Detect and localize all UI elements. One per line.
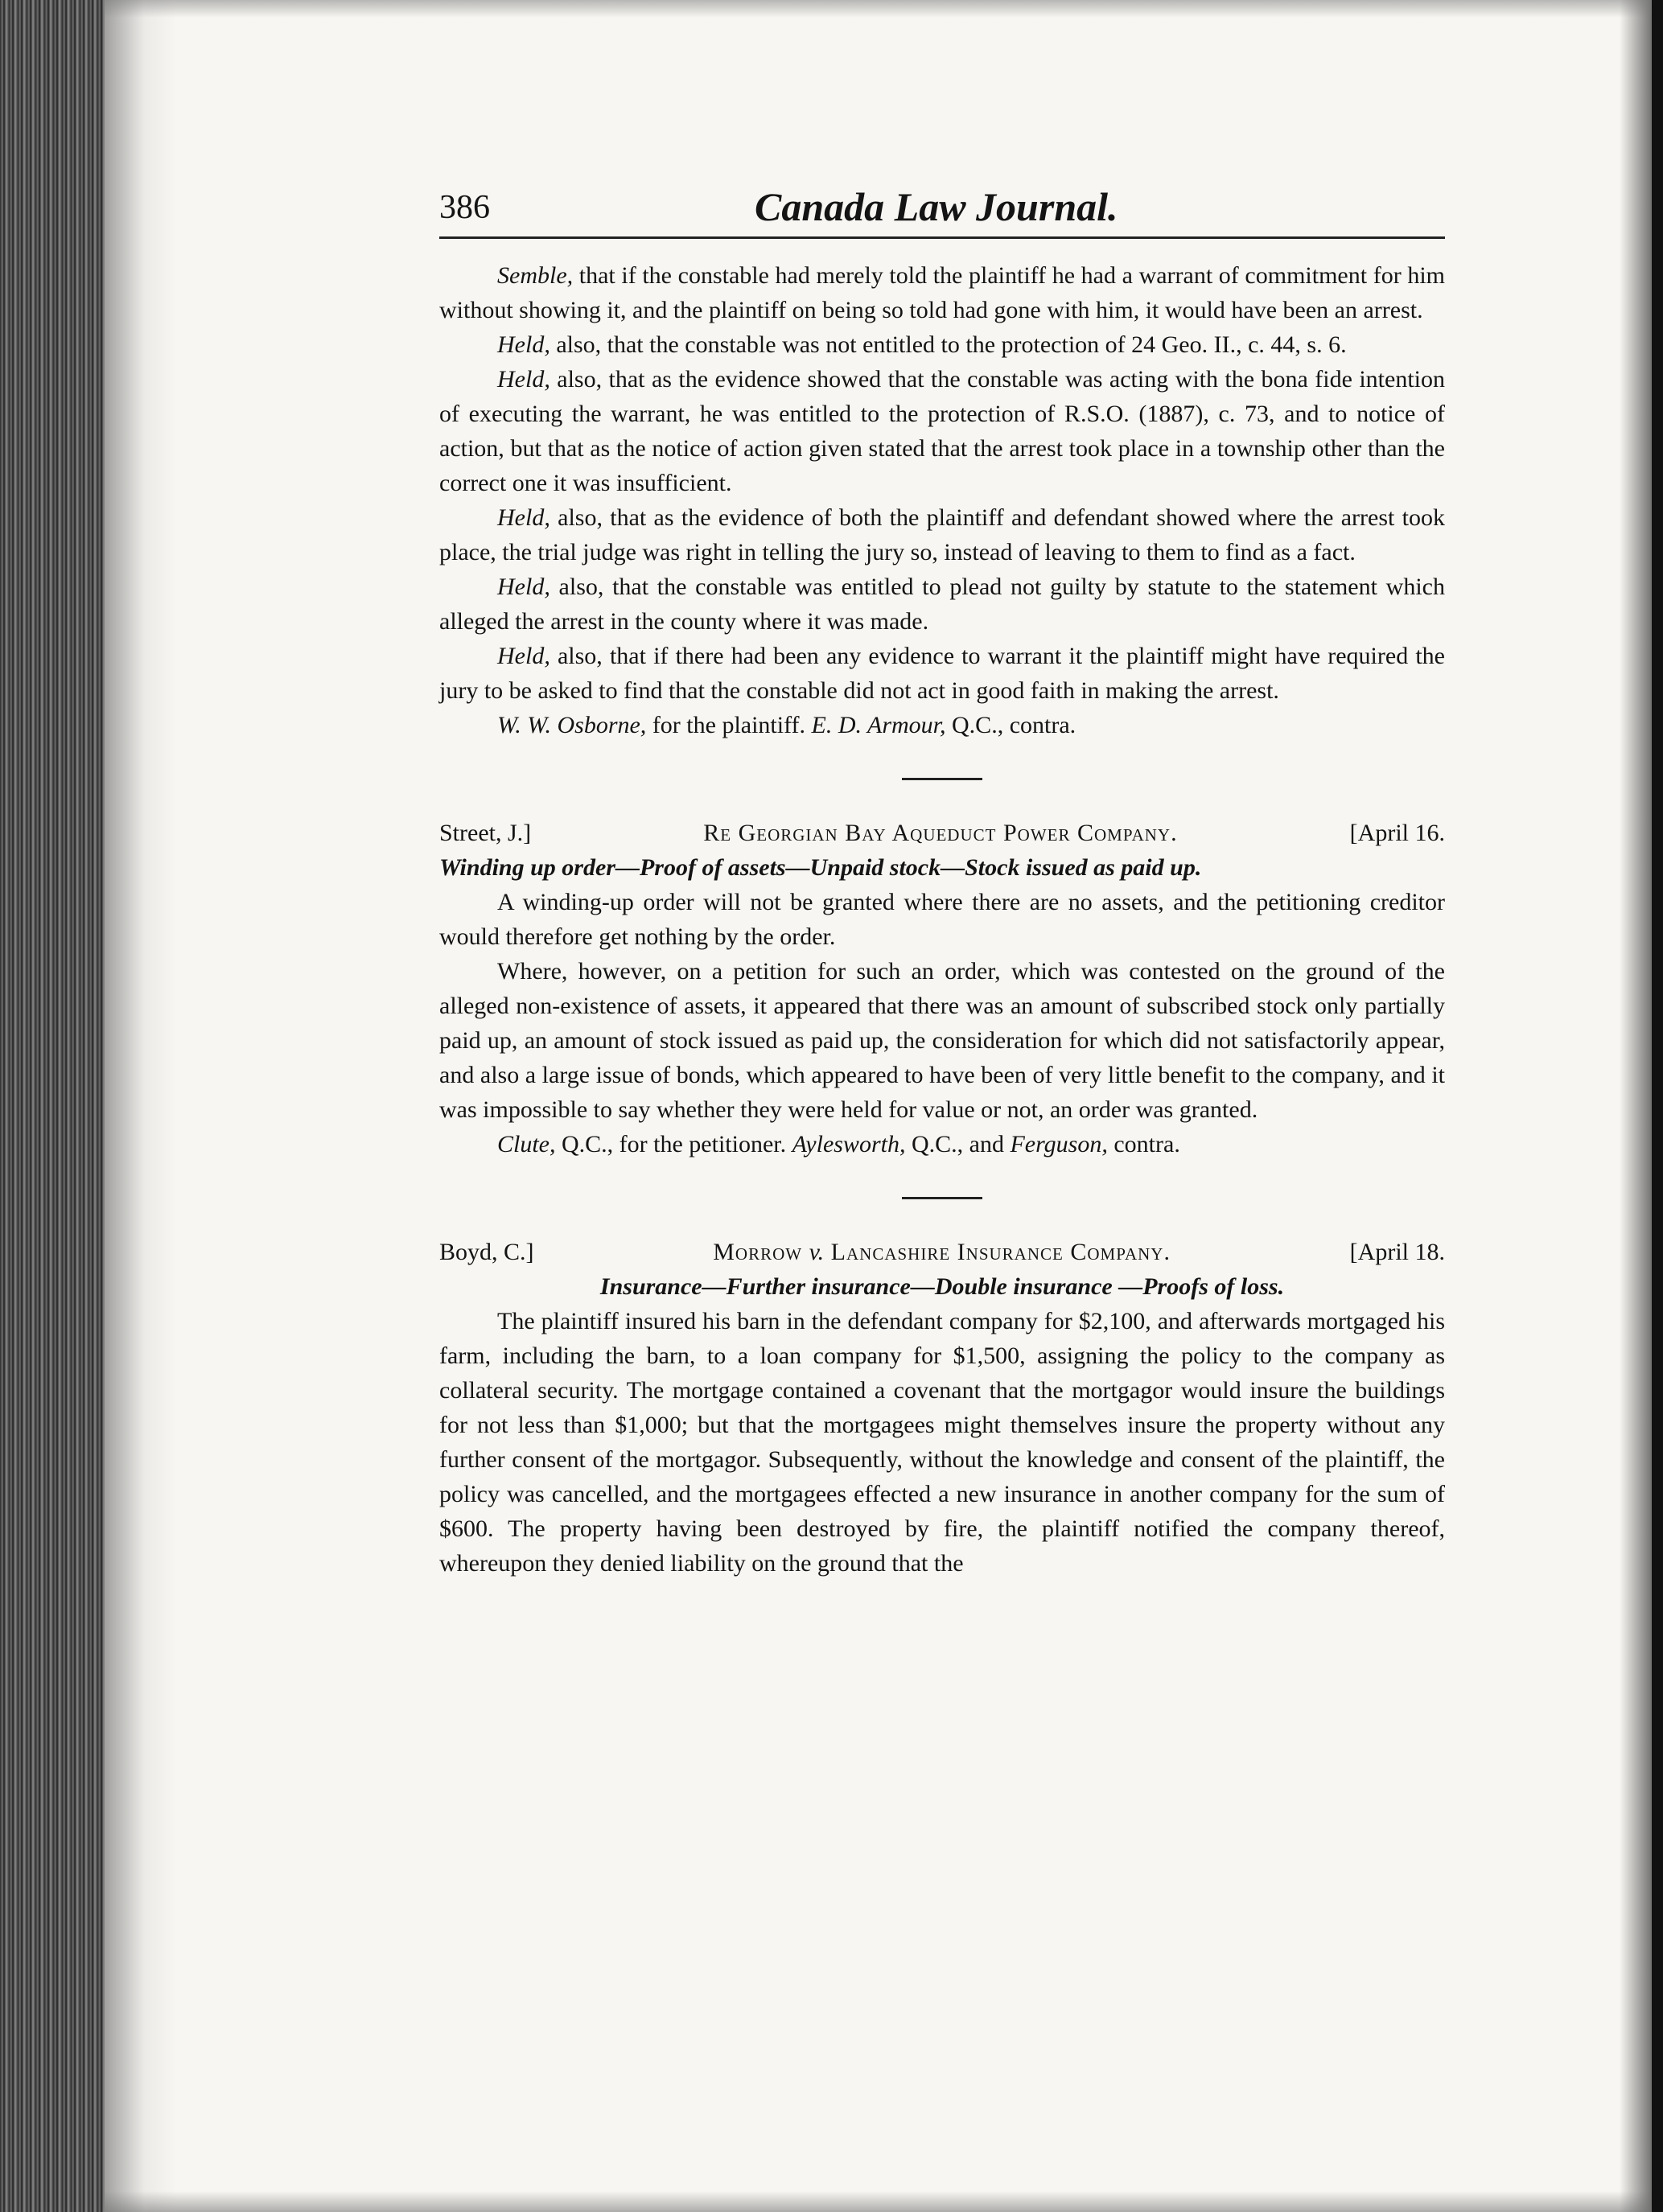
held-text: also, that if there had been any evidence to warrant it the plaintiff might have required the jury to be asked to find that the constable did not act in good faith in making the arrest. (439, 643, 1445, 704)
case-heading (439, 1235, 1445, 1269)
held-label: Held, (497, 504, 550, 531)
counsel-role: contra. (1107, 1131, 1180, 1157)
case-title-versus: v. (809, 1239, 825, 1265)
journal-title: Canada Law Journal. (755, 184, 1118, 229)
case-date: [April 18. (1349, 1239, 1445, 1265)
counsel-name: E. D. Armour, (811, 712, 946, 738)
case-title-part: Morrow (713, 1239, 809, 1265)
case-3 (439, 1235, 1445, 1581)
counsel-name: Aylesworth, (792, 1131, 906, 1157)
semble-paragraph (439, 258, 1445, 327)
scan-edge-top (105, 0, 1652, 18)
body-paragraph: A winding-up order will not be granted where there are no assets, and the petitioning creditor would therefore get nothing by the order. (439, 889, 1445, 950)
held-label: Held, (497, 643, 550, 669)
counsel-name: Clute, (497, 1131, 556, 1157)
held-label: Held, (497, 366, 550, 393)
counsel-name: W. W. Osborne, (497, 712, 647, 738)
held-paragraph-3 (439, 500, 1445, 569)
held-paragraph-5 (439, 639, 1445, 708)
counsel-role: Q.C., contra. (945, 712, 1076, 738)
case-title-part: Lancashire Insurance Company. (824, 1239, 1171, 1265)
scan-binding-fade (105, 0, 177, 2212)
judge-name: Boyd, C.] (439, 1239, 534, 1265)
held-label: Held, (497, 574, 550, 600)
case-subject: Insurance—Further insurance—Double insurance —Proofs of loss. (599, 1273, 1285, 1300)
counsel-role: for the plaintiff. (646, 712, 812, 738)
scan-edge-right-fade (1620, 0, 1652, 2212)
journal-page (439, 183, 1445, 1581)
held-paragraph-1 (439, 327, 1445, 362)
page-number: 386 (439, 189, 490, 226)
body-paragraph: Where, however, on a petition for such an order, which was contested on the ground of the alleged non-existence of assets, it appeared that there was an amount of subscribed stock only partially paid up, an amount of stock issued as paid up, the consideration for which did not satisfactorily appear, and also a large issue of bonds, which appeared to have been of very little benefit to the company, and it was impossible to say whether they were held for value or not, an order was granted. (439, 958, 1445, 1123)
case-heading (439, 816, 1445, 850)
held-text: also, that as the evidence showed that the constable was acting with the bona fide intention of executing the warrant, he was entitled to the protection of R.S.O. (1887), c. 73, and to notice of action, but that as the notice of action given stated that the arrest took place in a township other than the correct one it was insufficient. (439, 366, 1445, 496)
case-subject: Winding up order—Proof of assets—Unpaid stock—Stock issued as paid up. (439, 854, 1202, 881)
section-divider (902, 1197, 982, 1199)
case-date: [April 16. (1349, 820, 1445, 846)
counsel-role: Q.C., for the petitioner. (555, 1131, 792, 1157)
counsel-line (439, 708, 1445, 742)
scan-edge-bottom (105, 2191, 1652, 2212)
section-divider (902, 778, 982, 780)
held-text: also, that as the evidence of both the plaintiff and defendant showed where the arrest took place, the trial judge was right in telling the jury so, instead of leaving to them to find as a fact. (439, 504, 1445, 565)
scan-edge-right (1652, 0, 1663, 2212)
counsel-line (439, 1127, 1445, 1162)
case-1-continuation (439, 258, 1445, 742)
body-paragraph: The plaintiff insured his barn in the defendant company for $2,100, and afterwards mortgaged his farm, including the barn, to a loan company for $1,500, assigning the policy to the company as collateral security. The mortgage contained a covenant that the mortgagor would insure the buildings for not less than $1,000; but that the mortgagees might themselves insure the property without any further consent of the mortgagor. Subsequently, without the knowledge and consent of the plaintiff, the policy was cancelled, and the mortgagees effected a new insurance in another company for the sum of $600. The property having been destroyed by fire, the plaintiff notified the company thereof, whereupon they denied liability on the ground that the (439, 1308, 1445, 1577)
counsel-role: Q.C., and (905, 1131, 1011, 1157)
scan-binding-shadow-left (0, 0, 105, 2212)
held-text: also, that the constable was not entitled to the protection of 24 Geo. II., c. 44, s. 6. (550, 331, 1347, 358)
case-2 (439, 816, 1445, 1162)
semble-label: Semble, (497, 262, 574, 289)
case-title (713, 1235, 1171, 1269)
judge-name: Street, J.] (439, 820, 532, 846)
case-title: Re Georgian Bay Aqueduct Power Company. (703, 820, 1178, 846)
held-text: also, that the constable was entitled to plead not guilty by statute to the statement which alleged the arrest in the county where it was made. (439, 574, 1445, 635)
held-label: Held, (497, 331, 550, 358)
held-paragraph-2 (439, 362, 1445, 500)
counsel-name: Ferguson, (1010, 1131, 1108, 1157)
running-header (439, 183, 1445, 239)
held-paragraph-4 (439, 569, 1445, 639)
semble-text: that if the constable had merely told the plaintiff he had a warrant of commitment for him without showing it, and the plaintiff on being so told had gone with him, it would have been an arrest. (439, 262, 1445, 323)
